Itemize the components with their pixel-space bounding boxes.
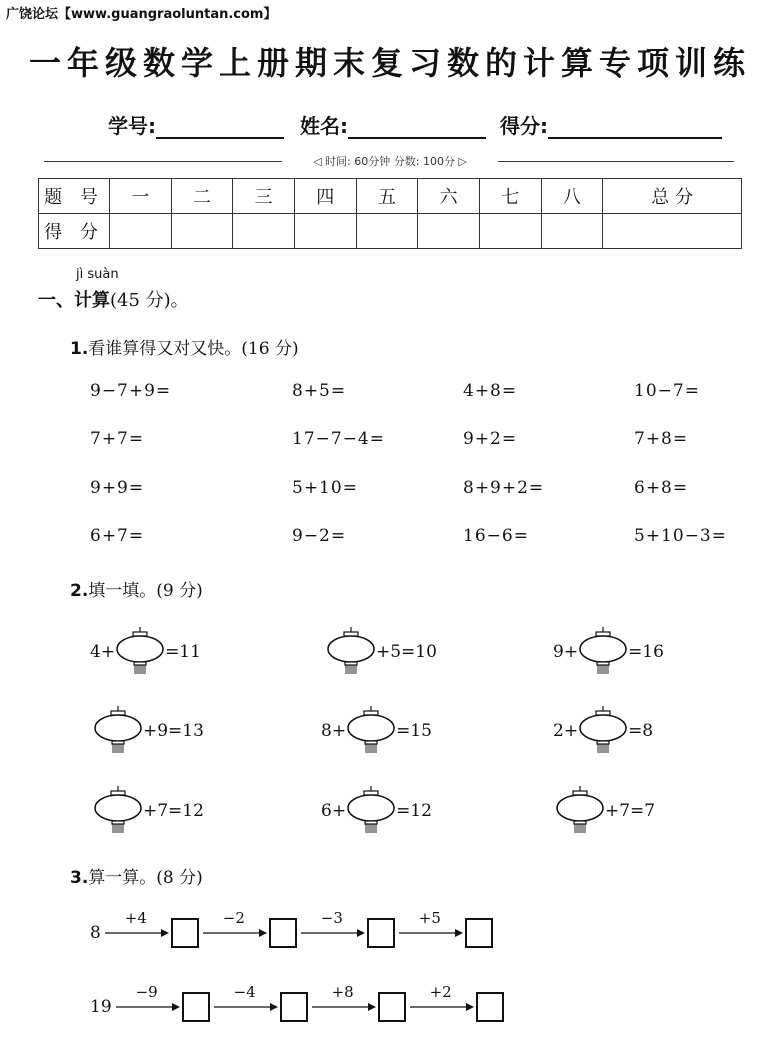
expr-after: +7=7 xyxy=(605,801,656,821)
lantern-blank-icon[interactable] xyxy=(326,627,376,677)
expression: 7+8= xyxy=(634,429,689,449)
calc-chain xyxy=(90,909,493,948)
table-header-cell: 题 号 xyxy=(39,179,110,214)
expr-after: =15 xyxy=(396,721,432,741)
section-heading xyxy=(38,286,189,312)
lantern-blank-icon[interactable] xyxy=(115,627,165,677)
expr-after: =12 xyxy=(396,801,432,821)
name-blank[interactable] xyxy=(348,117,486,139)
expr-before: 8+ xyxy=(321,721,347,741)
table-header-cell: 二 xyxy=(171,179,233,214)
question-text: 填一填。(9 分) xyxy=(88,581,203,601)
score-cell[interactable] xyxy=(479,214,541,249)
expression: 5+10= xyxy=(292,478,358,498)
table-header-cell: 总 分 xyxy=(603,179,742,214)
calc-chain xyxy=(90,983,504,1022)
student-no-field[interactable] xyxy=(108,110,284,139)
section-pinyin: jì suàn xyxy=(76,267,119,282)
answer-box[interactable] xyxy=(465,918,493,948)
time-info-text: 时间: 60分钟 分数: 100分 xyxy=(325,155,455,168)
answer-box[interactable] xyxy=(269,918,297,948)
arrow-right-icon xyxy=(114,1001,180,1013)
chain-op: +8 xyxy=(331,983,354,1001)
chain-arrow xyxy=(408,983,474,1017)
name-field[interactable] xyxy=(300,110,486,139)
score-blank[interactable] xyxy=(548,117,722,139)
table-header-cell: 六 xyxy=(418,179,480,214)
chain-op: −9 xyxy=(135,983,158,1001)
arrow-right-icon xyxy=(408,1001,474,1013)
expression: 16−6= xyxy=(463,526,529,546)
chain-op: +4 xyxy=(124,909,147,927)
arrow-right-icon xyxy=(201,927,267,939)
fill-blank-item xyxy=(553,627,664,677)
fill-blank-item xyxy=(321,706,432,756)
chain-op: −3 xyxy=(320,909,343,927)
table-header-cell: 七 xyxy=(479,179,541,214)
triangle-right-icon: ▷ xyxy=(458,155,467,168)
lantern-blank-icon[interactable] xyxy=(346,706,396,756)
expr-before: 9+ xyxy=(553,642,579,662)
answer-box[interactable] xyxy=(171,918,199,948)
question-number: 1. xyxy=(70,339,89,359)
time-info xyxy=(0,153,780,169)
fill-blank-item xyxy=(321,786,432,836)
expression: 9−7+9= xyxy=(90,381,172,401)
score-table-header-row xyxy=(39,179,742,214)
expression: 17−7−4= xyxy=(292,429,385,449)
expression: 4+8= xyxy=(463,381,518,401)
arrow-right-icon xyxy=(103,927,169,939)
expr-after: +7=12 xyxy=(143,801,204,821)
chain-op: −4 xyxy=(233,983,256,1001)
student-no-label: 学号: xyxy=(108,114,156,138)
lantern-blank-icon[interactable] xyxy=(346,786,396,836)
score-row-label: 得 分 xyxy=(39,214,110,249)
lantern-blank-icon[interactable] xyxy=(93,786,143,836)
expr-after: =11 xyxy=(165,642,201,662)
expr-after: +5=10 xyxy=(376,642,437,662)
chain-arrow xyxy=(310,983,376,1017)
name-label: 姓名: xyxy=(300,114,348,138)
section-points: (45 分)。 xyxy=(110,290,189,311)
expr-before: 4+ xyxy=(90,642,116,662)
answer-box[interactable] xyxy=(378,992,406,1022)
fill-blank-item xyxy=(93,706,204,756)
expression: 9+9= xyxy=(90,478,145,498)
score-table-score-row xyxy=(39,214,742,249)
answer-box[interactable] xyxy=(476,992,504,1022)
chain-op: +2 xyxy=(429,983,452,1001)
expression: 9−2= xyxy=(292,526,347,546)
table-header-cell: 八 xyxy=(541,179,603,214)
section-title: 计算 xyxy=(74,290,110,311)
expression: 9+2= xyxy=(463,429,518,449)
score-label: 得分: xyxy=(500,114,548,138)
score-cell[interactable] xyxy=(110,214,172,249)
arrow-right-icon xyxy=(212,1001,278,1013)
fill-blank-item xyxy=(553,706,653,756)
score-cell[interactable] xyxy=(603,214,742,249)
score-cell[interactable] xyxy=(541,214,603,249)
lantern-blank-icon[interactable] xyxy=(578,706,628,756)
lantern-blank-icon[interactable] xyxy=(93,706,143,756)
score-cell[interactable] xyxy=(171,214,233,249)
arrow-right-icon xyxy=(299,927,365,939)
chain-start: 19 xyxy=(90,997,112,1017)
chain-arrow xyxy=(299,909,365,943)
expr-after: +9=13 xyxy=(143,721,204,741)
expression: 7+7= xyxy=(90,429,145,449)
answer-box[interactable] xyxy=(280,992,308,1022)
score-cell[interactable] xyxy=(418,214,480,249)
question-number: 3. xyxy=(70,868,89,888)
expression: 8+9+2= xyxy=(463,478,545,498)
site-watermark: 广饶论坛【www.guangraoluntan.com】 xyxy=(6,7,277,22)
score-table xyxy=(38,178,742,249)
chain-start: 8 xyxy=(90,923,101,943)
expr-before: 6+ xyxy=(321,801,347,821)
fill-blank-item xyxy=(93,786,204,836)
lantern-blank-icon[interactable] xyxy=(555,786,605,836)
question-2-title xyxy=(70,576,203,601)
question-1-title xyxy=(70,334,299,359)
question-text: 看谁算得又对又快。(16 分) xyxy=(88,339,299,359)
table-header-cell: 四 xyxy=(294,179,356,214)
table-header-cell: 一 xyxy=(110,179,172,214)
expression: 5+10−3= xyxy=(634,526,727,546)
score-cell[interactable] xyxy=(356,214,418,249)
expr-before: 2+ xyxy=(553,721,579,741)
question-number: 2. xyxy=(70,581,89,601)
triangle-left-icon: ◁ xyxy=(313,155,322,168)
expression: 6+7= xyxy=(90,526,145,546)
chain-arrow xyxy=(103,909,169,943)
expression: 8+5= xyxy=(292,381,347,401)
fill-blank-item xyxy=(555,786,655,836)
chain-arrow xyxy=(114,983,180,1017)
expression: 10−7= xyxy=(634,381,700,401)
table-header-cell: 五 xyxy=(356,179,418,214)
score-field[interactable] xyxy=(500,110,722,139)
lantern-blank-icon[interactable] xyxy=(578,627,628,677)
student-no-blank[interactable] xyxy=(156,117,284,139)
fill-blank-item xyxy=(326,627,437,677)
answer-box[interactable] xyxy=(367,918,395,948)
fill-blank-item xyxy=(90,627,201,677)
page-title: 一年级数学上册期末复习数的计算专项训练 xyxy=(28,44,751,82)
arrow-right-icon xyxy=(397,927,463,939)
answer-box[interactable] xyxy=(182,992,210,1022)
expression: 6+8= xyxy=(634,478,689,498)
chain-arrow xyxy=(212,983,278,1017)
expr-after: =8 xyxy=(628,721,654,741)
question-text: 算一算。(8 分) xyxy=(88,868,203,888)
chain-op: +5 xyxy=(418,909,441,927)
score-cell[interactable] xyxy=(294,214,356,249)
chain-arrow xyxy=(201,909,267,943)
arrow-right-icon xyxy=(310,1001,376,1013)
chain-op: −2 xyxy=(222,909,245,927)
table-header-cell: 三 xyxy=(233,179,295,214)
score-cell[interactable] xyxy=(233,214,295,249)
question-3-title xyxy=(70,863,203,888)
section-number: 一、 xyxy=(38,290,74,311)
chain-arrow xyxy=(397,909,463,943)
expr-after: =16 xyxy=(628,642,664,662)
